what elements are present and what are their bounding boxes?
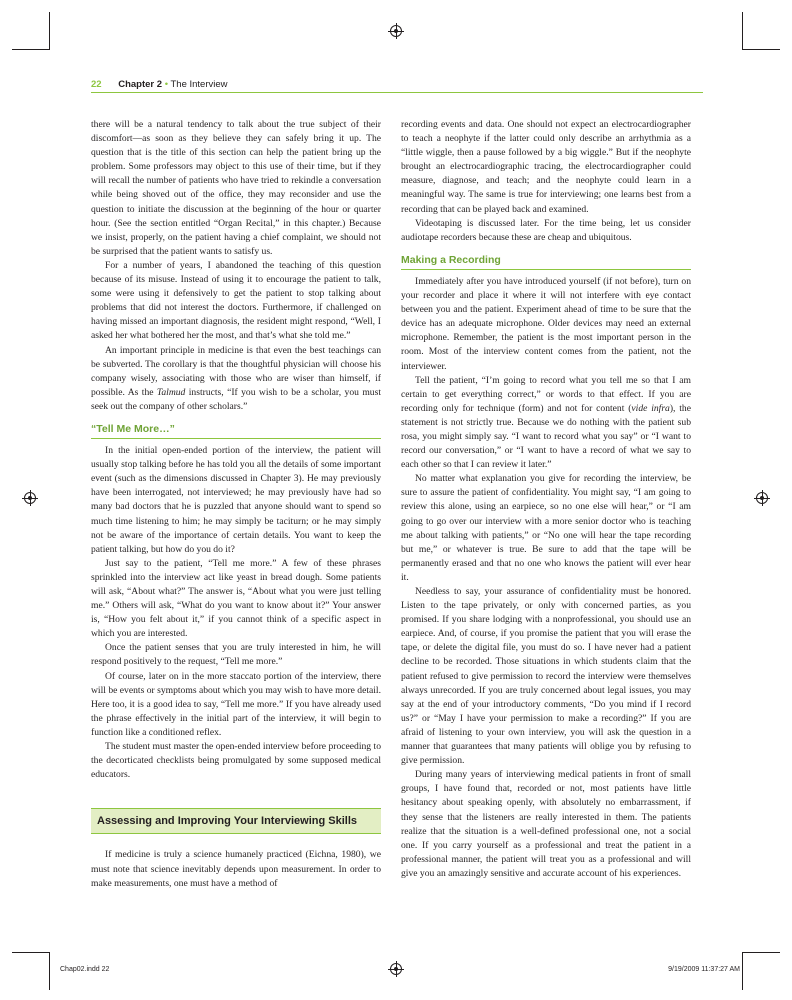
chapter-title: The Interview bbox=[170, 79, 228, 90]
paragraph: In the initial open-ended portion of the interview, the patient will usually stop talking before he has told you all the details of some important event (such as the dimensions discussed in Chapter 3). He may previously have been interrogated, not interviewed; he may previously have had so many bad doctors that he is puzzled that anyone should want to spend so much time listening to him; he may simply be taciturn; or he may simply not be aware of the importance of certain details. You want to keep the patient talking, but how do you do it? bbox=[91, 445, 381, 555]
left-column bbox=[91, 118, 381, 891]
slug-timestamp: 9/19/2009 11:37:27 AM bbox=[668, 966, 740, 973]
paragraph: Once the patient senses that you are truly interested in him, he will respond positively to the request, “Tell me more.” bbox=[91, 642, 381, 668]
crop-mark-bottom-right-vertical bbox=[742, 952, 743, 990]
running-head bbox=[91, 79, 228, 90]
registration-mark-top-icon bbox=[390, 25, 402, 37]
paragraph: The student must master the open-ended interview before proceeding to the decorticated checklists being promulgated by some supposed medical educators. bbox=[91, 741, 381, 781]
registration-mark-bottom-icon bbox=[390, 963, 402, 975]
subhead-making-a-recording: Making a Recording bbox=[401, 253, 691, 270]
paragraph: During many years of interviewing medical patients in front of small groups, I have found that, recorded or not, most patients have little hesitancy about speaking openly, with absolutely no embarrassment, if they sense that the listeners are really interested in them. The patients realize that the situation is a well-defined professional one, not a social one. If you carry yourself as a professional and treat the patient in a professional manner, the patient will treat you as a professional and will give you an amazingly sensitive and accurate account of his experiences. bbox=[401, 769, 691, 879]
crop-mark-top-left-horizontal bbox=[12, 49, 50, 50]
header-bullet: • bbox=[164, 79, 169, 90]
chapter-label: Chapter 2 bbox=[118, 79, 163, 90]
subhead-tell-me-more: “Tell Me More…” bbox=[91, 422, 381, 439]
italic-term: Talmud bbox=[156, 386, 186, 398]
paragraph: For a number of years, I abandoned the teaching of this question because of its misuse. Instead of using it to encourage the patient to talk, some were using it defensively to get the patient to stop talking about problems that did not interest the doctors. Furthermore, if challenged on having missed an important diagnosis, the resident might respond, “Well, I asked her what bothered her the most, and that’s what she told me.” bbox=[91, 259, 381, 342]
paragraph: Needless to say, your assurance of confidentiality must be honored. Listen to the tape privately, or only with concerned parties, as you promised. If you share lodging with a nonprofessional, you should use an earpiece. And, of course, if you promise the patient that you will erase the tape, or delete the digital file, you must do so. I have never had a patient decline to be recorded. Those situations in which students claim that the patient refused to give permission to record the interview were themselves always unrecorded. If you are truly concerned about legal issues, you may say at the end of your introductory comments, “Do you mind if I record us?” or “May I have your permission to make a recording?” If you are afraid of listening to your own interview, you will ask the question in a manner that guarantees that many patients will oblige you by refusing to give permission. bbox=[401, 586, 691, 767]
crop-mark-top-right-vertical bbox=[742, 12, 743, 50]
paragraph: recording events and data. One should not expect an electrocardiographer to teach a neophyte if the latter could only describe an arrhythmia as a “little wiggle, then a pause followed by a big wiggle.” But if the neophyte brought an electrocardiographic tracing, the electrocardiographer could measure, diagnose, and teach; and the neophyte could learn in a meaningful way. The same is true for interviewing; one learns best from a recording that can be played back and examined. bbox=[401, 119, 691, 215]
italic-term: vide infra bbox=[631, 402, 670, 414]
paragraph: Videotaping is discussed later. For the time being, let us consider audiotape recorders because these are cheap and ubiquitous. bbox=[401, 217, 691, 243]
paragraph: If medicine is truly a science humanely practiced (Eichna, 1980), we must note that science inevitably depends upon measurement. In order to make measurements, one must have a method of bbox=[91, 849, 381, 889]
crop-mark-top-right-horizontal bbox=[742, 49, 780, 50]
crop-mark-bottom-right-horizontal bbox=[742, 952, 780, 953]
header-rule bbox=[91, 92, 703, 93]
section-heading: Assessing and Improving Your Interviewing Skills bbox=[91, 808, 381, 834]
paragraph: there will be a natural tendency to talk about the true subject of their discomfort—as soon as they believe they can safely bring it up. The question that is the title of this section can help the patient bring up the problem. Some professors may object to this use of their time, but if they will recall the number of patients who have tried to rekindle a conversation while being shoved out of the office, they may reconsider and use the question to initiate the discussion at the beginning of the hour or quarter hour. (See the section entitled “Organ Recital,” in this chapter.) Because we insist, properly, on the patient having a chief complaint, we should not be surprised that the patient wants to satisfy us. bbox=[91, 119, 381, 257]
crop-mark-top-left-vertical bbox=[49, 12, 50, 50]
paragraph: An important principle in medicine is that even the best teachings can be subverted. The corollary is that the thoughtful physician will choose his company wisely, associating with those who are wiser than himself, if possible. As the Talmud instructs, “If you wish to be a scholar, you must seek out the company of other scholars.” bbox=[91, 344, 381, 412]
slug-file-name: Chap02.indd 22 bbox=[60, 966, 110, 973]
paragraph: Tell the patient, “I’m going to record what you tell me so that I am certain to get everything correct,” or words to that effect. If you are recording only for technique (form) and not for content (vide infra), the statement is not strictly true. Because we do nothing with the patient sub rosa, you might simply say. “I want to record what you say” or “I want to record our conversation,” or “I want to have a record of what we say to each other so that I can review it later.” bbox=[401, 374, 691, 471]
crop-mark-bottom-left-horizontal bbox=[12, 952, 50, 953]
paragraph: Just say to the patient, “Tell me more.” A few of these phrases sprinkled into the interview act like yeast in bread dough. Some patients will ask, “About what?” The answer is, “About what you were just telling me.” Others will ask, “What do you want to know about it?” Your answer is, “How you felt about it,” if you cannot think of a specific aspect in which you are interested. bbox=[91, 557, 381, 640]
registration-mark-right-icon bbox=[756, 492, 768, 504]
page-number: 22 bbox=[91, 79, 102, 90]
crop-mark-bottom-left-vertical bbox=[49, 952, 50, 990]
paragraph: Of course, later on in the more staccato portion of the interview, there will be events or symptoms about which you may wish to have more detail. Here too, it is a good idea to say, “Tell me more.” If you have already used the phrase effectively in the initial part of the interview, it will begin to function like a conditioned reflex. bbox=[91, 670, 381, 738]
registration-mark-left-icon bbox=[24, 492, 36, 504]
paragraph: No matter what explanation you give for recording the interview, be sure to assure the patient of confidentiality. You might say, “I am going to review this alone, using an earpiece, so no one else will hear,” or “I am going to go over our interview with a more senior doctor who is teaching me about talking with patients,” or “No one will hear the tape recording but me,” or whatever is true. Be sure to add that the tape will be permanently erased and that no one who knows the patient will ever hear it. bbox=[401, 473, 691, 583]
paragraph: Immediately after you have introduced yourself (if not before), turn on your recorder and place it where it will not interfere with eye contact between you and the patient. Experiment ahead of time to be sure that the device has an adequate microphone. Older devices may need an external microphone. Remember, the patient is the most important person in the room. Most of the interview content comes from the patient, not the interviewer. bbox=[401, 275, 691, 372]
right-column bbox=[401, 118, 691, 881]
